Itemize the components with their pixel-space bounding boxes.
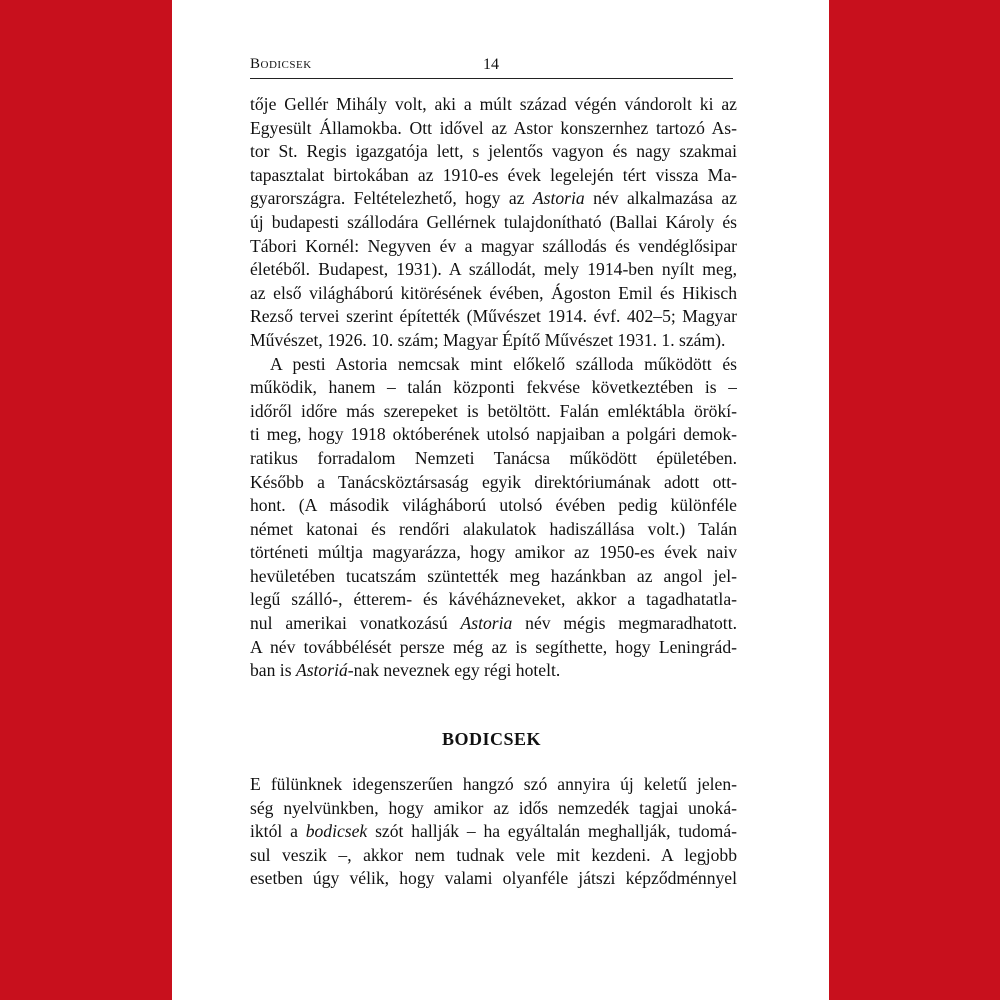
italic-term: Astoriá	[295, 660, 348, 681]
running-header	[250, 56, 733, 79]
text-run: iktól a	[250, 821, 298, 842]
text-line: Rezső tervei szerint építették (Művészet 1914. évf. 402–5; Magyar	[250, 306, 737, 327]
text-line	[250, 820, 737, 844]
body-text-block-2	[250, 773, 737, 891]
page-number: 14	[483, 56, 499, 73]
text-line: időről időre más szerepeket is betöltött. Falán emléktábla örökí-	[250, 400, 737, 421]
text-run: gyarországra. Feltételezhető, hogy az	[250, 188, 525, 209]
text-line: Egyesült Államokba. Ott idővel az Astor konszernhez tartozó As-	[250, 117, 737, 138]
text-run: szót hallják – ha egyáltalán meghallják, tudomá-	[375, 821, 737, 842]
text-line: ti meg, hogy 1918 októberének utolsó napjaiban a polgári demok-	[250, 424, 737, 445]
text-line: hont. (A második világháború utolsó évében pedig különféle	[250, 495, 737, 516]
italic-term: Astoria	[532, 188, 585, 209]
text-line: Tábori Kornél: Negyven év a magyar szállodás és vendéglősipar	[250, 235, 737, 256]
running-header-title: Bodicsek	[250, 56, 312, 72]
text-line: életéből. Budapest, 1931). A szállodát, mely 1914-ben nyílt meg,	[250, 259, 737, 280]
text-line: esetben úgy vélik, hogy valami olyanféle játszi képződménnyel	[250, 868, 737, 889]
body-text-block-1	[250, 93, 737, 683]
text-line	[250, 612, 737, 636]
text-line: legű szálló-, étterem- és kávéházneveket, akkor a tagadhatatla-	[250, 589, 737, 610]
text-line: tője Gellér Mihály volt, aki a múlt század végén vándorolt ki az	[250, 94, 737, 114]
section-heading: BODICSEK	[441, 729, 542, 749]
text-line: új budapesti szállodára Gellérnek tulajdonítható (Ballai Károly és	[250, 211, 737, 232]
text-line	[250, 187, 737, 211]
book-page	[172, 0, 829, 1000]
text-run: nul amerikai vonatkozású	[250, 613, 448, 634]
text-run: ban is	[250, 660, 292, 681]
text-line: működik, hanem – talán központi fekvése következtében is –	[250, 377, 737, 398]
text-line: német katonai és rendőri alakulatok hadiszállása volt.) Talán	[250, 518, 737, 539]
text-line: sul veszik –, akkor nem tudnak vele mit kezdeni. A legjobb	[250, 844, 737, 865]
italic-term: bodicsek	[305, 821, 368, 842]
text-line: A név továbbélését persze még az is segíthette, hogy Leningrád-	[250, 636, 737, 657]
text-line: az első világháború kitörésének évében, Ágoston Emil és Hikisch	[250, 282, 737, 303]
text-line	[250, 659, 737, 683]
text-line: történeti múltja magyarázza, hogy amikor az 1950-es évek naiv	[250, 542, 737, 563]
text-run: -nak neveznek egy régi hotelt.	[347, 660, 561, 681]
text-line: ratikus forradalom Nemzeti Tanácsa működött épületében.	[250, 447, 737, 468]
text-run: név alkalmazása az	[593, 188, 737, 209]
text-line: Művészet, 1926. 10. szám; Magyar Építő Művészet 1931. 1. szám).	[250, 329, 726, 350]
italic-term: Astoria	[460, 613, 513, 634]
text-run: név mégis megmaradhatott.	[525, 613, 737, 634]
text-line: Később a Tanácsköztársaság egyik direktóriumának adott ott-	[250, 471, 737, 492]
text-line: tapasztalat birtokában az 1910-es évek legelején tért vissza Ma-	[250, 164, 737, 185]
text-line: hevületében tucatszám szüntették meg hazánkban az angol jel-	[250, 565, 737, 586]
text-line: tor St. Regis igazgatója lett, s jelentős vagyon és nagy szakmai	[250, 141, 737, 162]
text-line: E fülünknek idegenszerűen hangzó szó annyira új keletű jelen-	[250, 774, 737, 794]
text-line: ség nyelvünkben, hogy amikor az idős nemzedék tagjai unoká-	[250, 797, 737, 818]
text-line: A pesti Astoria nemcsak mint előkelő szálloda működött és	[270, 353, 737, 374]
